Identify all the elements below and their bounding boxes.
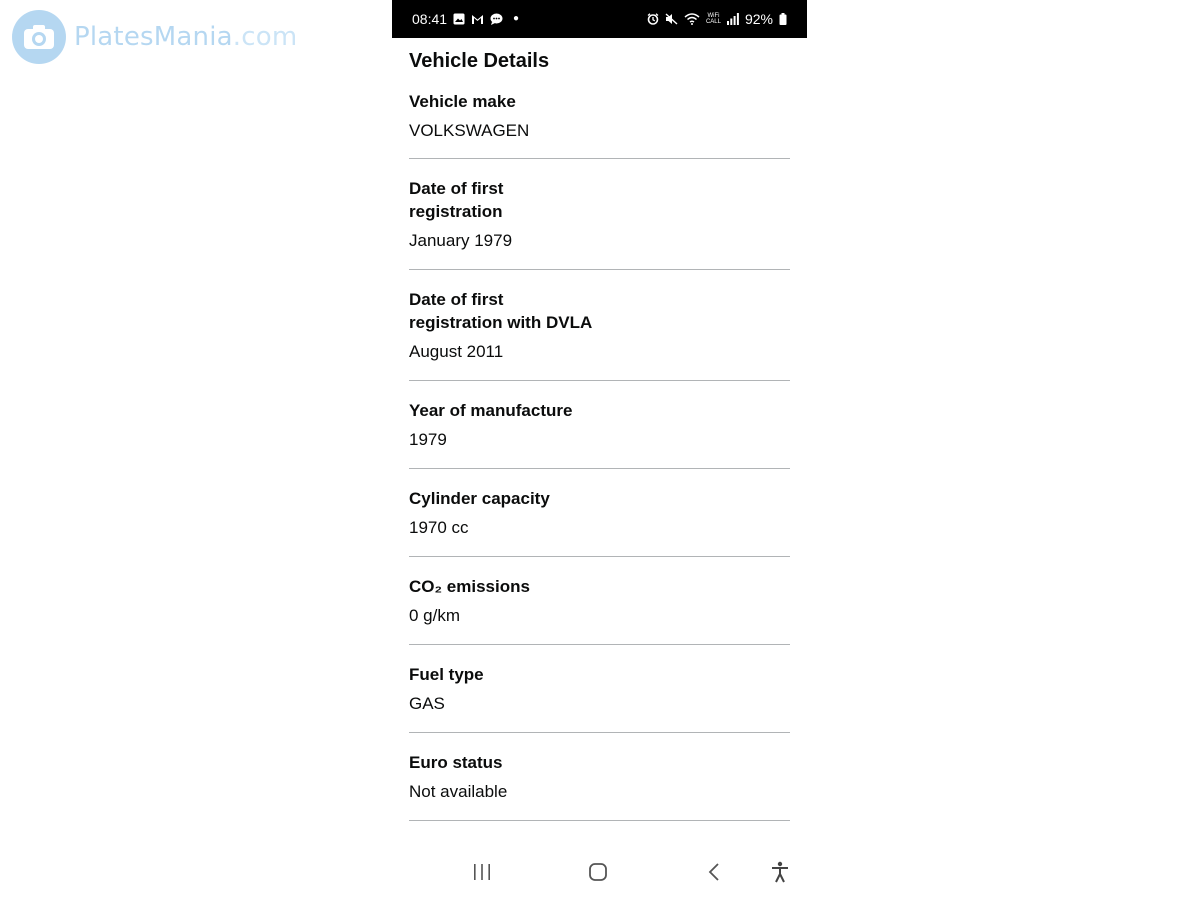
wifi-label-top: WiFi: [707, 13, 720, 19]
wifi-call-label: [706, 13, 721, 25]
signal-icon: [727, 13, 739, 25]
detail-value: 1970 cc: [409, 518, 469, 537]
status-bar-right: [647, 11, 787, 27]
phone-screen: [392, 0, 807, 900]
wifi-calling-icon: [684, 13, 700, 25]
status-time: 08:41: [412, 11, 448, 27]
detail-label: Vehicle make: [409, 92, 516, 111]
detail-value: 0 g/km: [409, 606, 461, 625]
detail-row-vehicle-make: [409, 78, 790, 159]
watermark-brand: PlatesMania: [74, 22, 233, 52]
detail-label: Fuel type: [409, 665, 484, 684]
status-bar: [392, 0, 807, 38]
detail-value: January 1979: [409, 231, 513, 250]
wifi-label-bottom: CALL: [705, 19, 721, 25]
accessibility-icon[interactable]: [766, 858, 794, 886]
detail-row-co2-emissions: [409, 557, 790, 645]
camera-icon: [12, 10, 66, 64]
detail-row-fuel-type: [409, 645, 790, 733]
detail-label: Date of first registration with DVLA: [409, 290, 593, 332]
recent-apps-icon[interactable]: [468, 858, 496, 886]
status-bar-left: [412, 11, 519, 27]
alarm-icon: [647, 13, 659, 25]
detail-label: Date of first registration: [409, 179, 504, 221]
detail-label: Cylinder capacity: [409, 489, 550, 508]
detail-row-year-of-manufacture: [409, 381, 790, 469]
back-icon[interactable]: [700, 858, 728, 886]
vehicle-details-content[interactable]: [392, 38, 807, 844]
detail-row-euro-status: [409, 733, 790, 821]
android-nav-bar: [392, 844, 807, 900]
detail-row-cylinder-capacity: [409, 469, 790, 557]
detail-value: GAS: [409, 694, 445, 713]
detail-label: CO₂ emissions: [409, 577, 530, 596]
detail-value: VOLKSWAGEN: [409, 121, 530, 140]
watermark-domain: .com: [232, 22, 298, 52]
gmail-icon: [471, 14, 484, 25]
mute-icon: [665, 13, 678, 25]
detail-row-first-registration-dvla: [409, 270, 790, 381]
home-icon[interactable]: [584, 858, 612, 886]
page-title: Vehicle Details: [409, 50, 550, 72]
detail-row-first-registration: [409, 159, 790, 270]
detail-value: 1979: [409, 430, 447, 449]
detail-value: August 2011: [409, 342, 504, 361]
detail-label: Year of manufacture: [409, 401, 573, 420]
dot-icon: ●: [513, 13, 520, 24]
battery-icon: [779, 13, 787, 25]
image-icon: [453, 13, 465, 25]
detail-value: Not available: [409, 782, 508, 801]
battery-percent: 92%: [744, 11, 773, 27]
watermark-text: [74, 22, 297, 52]
detail-label: Euro status: [409, 753, 503, 772]
platesmania-watermark: [12, 10, 297, 64]
chat-icon: [490, 13, 503, 25]
